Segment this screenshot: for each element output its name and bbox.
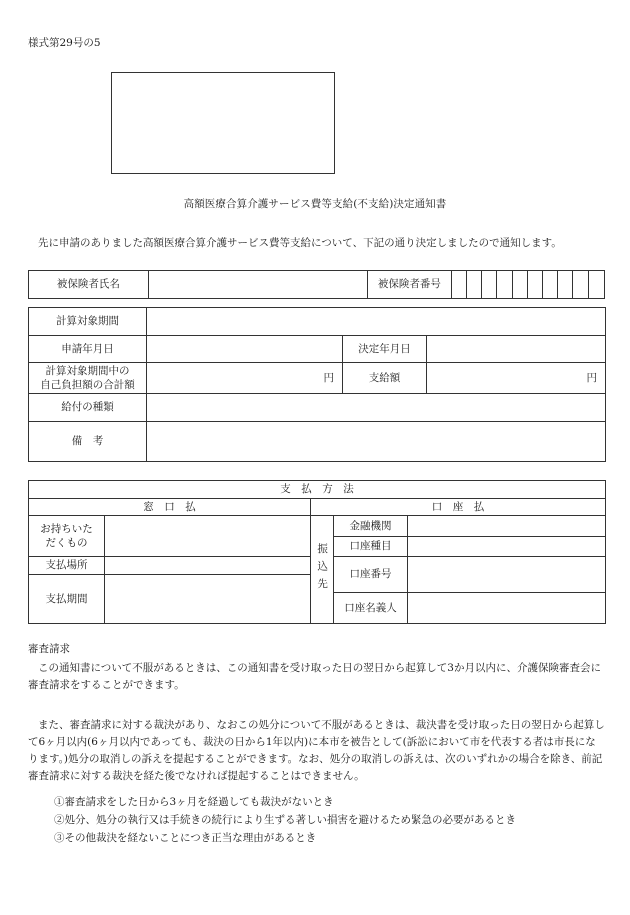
account-number-value xyxy=(408,557,606,593)
payment-amount-label: 支給額 xyxy=(343,363,427,394)
insured-number-box xyxy=(558,271,573,299)
application-date-label: 申請年月日 xyxy=(29,336,147,363)
calculation-period-value xyxy=(147,308,606,336)
transfer-destination-label: 振込先 xyxy=(311,516,334,624)
items-to-bring-line2: だくもの xyxy=(45,537,88,549)
self-pay-total-label-line1: 計算対象期間中の xyxy=(45,365,130,377)
account-payment-heading: 口 座 払 xyxy=(311,499,606,516)
appeal-condition-2: ②処分、処分の執行又は手続きの続行により生ずる著しい損害を避けるため緊急の必要があるとき xyxy=(54,814,516,826)
account-type-label: 口座種目 xyxy=(334,537,408,557)
stamp-box xyxy=(111,72,335,174)
payment-place-value xyxy=(105,557,311,575)
insured-number-box xyxy=(542,271,557,299)
insured-number-box xyxy=(527,271,542,299)
insured-number-label: 被保険者番号 xyxy=(368,271,451,299)
appeal-condition-3: ③その他裁決を経ないことにつき正当な理由があるとき xyxy=(54,832,317,844)
account-type-value xyxy=(408,537,606,557)
self-pay-total-label xyxy=(29,363,147,394)
payment-method-title: 支 払 方 法 xyxy=(29,481,606,499)
intro-text: 先に申請のありました高額医療合算介護サービス費等支給について、下記の通り決定しましたので通知します。 xyxy=(38,237,562,249)
payment-method-table xyxy=(28,480,606,624)
insured-number-box xyxy=(466,271,481,299)
insured-info-table xyxy=(28,270,605,299)
form-number: 様式第29号の5 xyxy=(28,37,101,49)
payment-type-value xyxy=(147,394,606,422)
payment-type-label: 給付の種類 xyxy=(29,394,147,422)
insured-name-label: 被保険者氏名 xyxy=(29,271,149,299)
insured-number-box xyxy=(497,271,512,299)
decision-date-label: 決定年月日 xyxy=(343,336,427,363)
insured-name-value xyxy=(148,271,367,299)
payment-amount-yen: 円 xyxy=(427,363,606,394)
decision-date-value xyxy=(427,336,606,363)
payment-place-label: 支払場所 xyxy=(29,557,105,575)
self-pay-total-label-line2: 自己負担額の合計額 xyxy=(40,379,135,391)
calculation-period-label: 計算対象期間 xyxy=(29,308,147,336)
items-to-bring-line1: お持ちいた xyxy=(40,523,93,535)
account-number-label: 口座番号 xyxy=(334,557,408,593)
payment-period-label: 支払期間 xyxy=(29,575,105,624)
appeal-condition-1: ①審査請求をした日から3ヶ月を経過しても裁決がないとき xyxy=(54,796,334,808)
counter-payment-heading: 窓 口 払 xyxy=(29,499,311,516)
insured-number-box xyxy=(451,271,466,299)
items-to-bring-value xyxy=(105,516,311,557)
insured-number-box xyxy=(512,271,527,299)
decision-table xyxy=(28,307,606,462)
financial-institution-value xyxy=(408,516,606,537)
remarks-value xyxy=(147,422,606,462)
application-date-value xyxy=(147,336,343,363)
appeal-heading: 審査請求 xyxy=(28,643,70,655)
account-holder-value xyxy=(408,593,606,624)
insured-number-box xyxy=(573,271,588,299)
remarks-label: 備 考 xyxy=(29,422,147,462)
insured-number-box xyxy=(588,271,604,299)
appeal-paragraph-2: また、審査請求に対する裁決があり、なおこの処分について不服があるときは、裁決書を受け取った日の翌日から起算して6ヶ月以内(6ヶ月以内であっても、裁決の日から1年以内)に本市を被告として(訴訟において市を代表する者は市長になります。)処分の取消しの訴えを提起することができます。なお、処分の取消しの訴えは、次のいずれかの場合を除き、前記審査請求に対する裁決を経た後でなければ提起することはできません。 xyxy=(28,719,605,782)
insured-number-box xyxy=(482,271,497,299)
payment-period-value xyxy=(105,575,311,624)
document-title: 高額医療合算介護サービス費等支給(不支給)決定通知書 xyxy=(183,198,447,210)
appeal-paragraph-1: この通知書について不服があるときは、この通知書を受け取った日の翌日から起算して3か月以内に、介護保険審査会に審査請求をすることができます。 xyxy=(28,662,601,691)
self-pay-total-yen: 円 xyxy=(147,363,343,394)
financial-institution-label: 金融機関 xyxy=(334,516,408,537)
account-holder-label: 口座名義人 xyxy=(334,593,408,624)
items-to-bring-label xyxy=(29,516,105,557)
